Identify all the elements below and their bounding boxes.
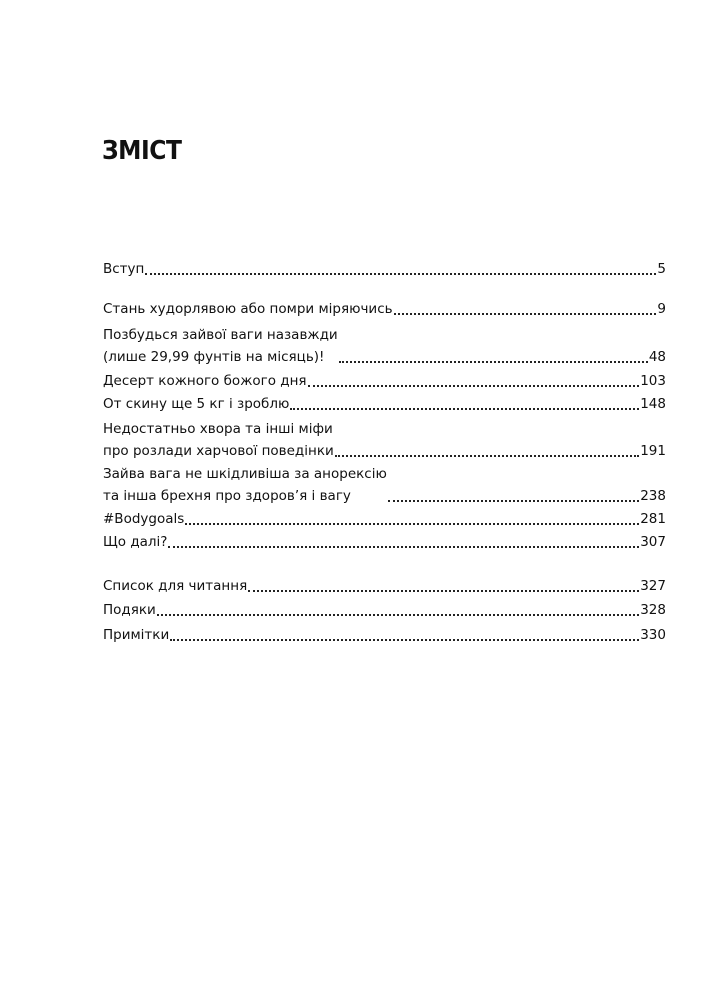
dot-leader [145, 273, 656, 275]
page-title: ЗМІСТ [102, 136, 182, 166]
dot-leader [185, 523, 639, 525]
toc-entry-page: 9 [657, 301, 666, 317]
toc-entry-chapter-7 [103, 508, 666, 530]
toc-entry-intro [103, 258, 666, 280]
toc-entry-page: 191 [640, 443, 666, 459]
dot-leader [157, 614, 639, 616]
toc-entry-page: 148 [640, 396, 666, 412]
toc-entry-title-line-2: про розлади харчової поведінки [103, 443, 334, 459]
toc-entry-title: Що далі? [103, 534, 168, 550]
toc-entry-chapter-5 [103, 418, 666, 462]
toc-entry-page: 281 [640, 511, 666, 527]
toc-entry-title: Вступ [103, 261, 145, 277]
toc-entry-chapter-6 [103, 463, 666, 507]
toc-entry-notes [103, 624, 666, 646]
toc-entry-page: 307 [640, 534, 666, 550]
dot-leader [388, 500, 639, 502]
toc-entry-chapter-1 [103, 298, 666, 320]
toc-entry-title: Подяки [103, 602, 156, 618]
toc-entry-page: 5 [657, 261, 666, 277]
toc-entry-title: Зайва вага не шкідливіша за анорексію [103, 466, 387, 482]
toc-entry-page: 48 [648, 349, 666, 365]
dot-leader [168, 546, 639, 548]
toc-entry-title: От скину ще 5 кг і зроблю [103, 396, 290, 412]
toc-entry-title-line-2: (лише 29,99 фунтів на місяць)! [103, 349, 325, 365]
toc-entry-page: 103 [640, 373, 666, 389]
toc-entry-page: 330 [640, 627, 666, 643]
toc-entry-title: Примітки [103, 627, 170, 643]
dot-leader [335, 455, 639, 457]
toc-entry-title: Десерт кожного божого дня [103, 373, 307, 389]
toc-entry-title: Недостатньо хвора та інші міфи [103, 421, 333, 437]
dot-leader [170, 639, 639, 641]
toc-entry-title: #Bodygoals [103, 511, 185, 527]
toc-entry-title: Стань худорлявою або помри міряючись [103, 301, 393, 317]
toc-entry-page: 238 [640, 488, 666, 504]
dot-leader [290, 408, 639, 410]
toc-entry-reading-list [103, 575, 666, 597]
toc-entry-page: 327 [640, 578, 666, 594]
toc-entry-acknowledgements [103, 599, 666, 621]
toc-entry-title: Список для читання [103, 578, 248, 594]
toc-entry-title-line-2: та інша брехня про здоров’я і вагу [103, 488, 351, 504]
toc-entry-title: Позбудься зайвої ваги назавжди [103, 327, 338, 343]
toc-entry-chapter-2 [103, 324, 666, 368]
toc-entry-chapter-8 [103, 531, 666, 553]
toc-entry-page: 328 [640, 602, 666, 618]
toc-entry-chapter-3 [103, 370, 666, 392]
toc-entry-chapter-4 [103, 393, 666, 415]
dot-leader [248, 590, 639, 592]
dot-leader [394, 313, 657, 315]
dot-leader [339, 361, 648, 363]
dot-leader [308, 385, 640, 387]
